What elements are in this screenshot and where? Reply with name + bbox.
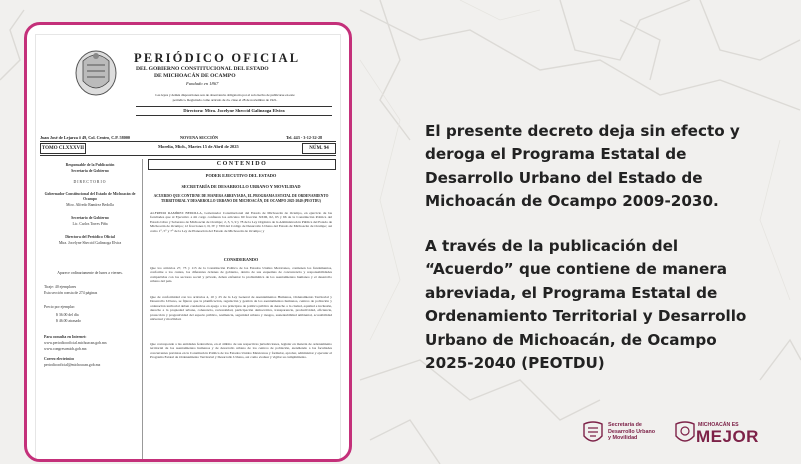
director-line: Directora: Mtra. Jocelyne Sheccid Galinzoga Elvira (183, 108, 285, 113)
secretaria-logo-line-1: Secretaría de (608, 422, 642, 428)
secretaria-logo-line-3: y Movilidad (608, 435, 638, 441)
paragraph-2: Que los artículos 27, 73 y 115 de la Constitución Política de los Estados Unidos Mexicanos, contienen los fundamentos, conforme a los cuales, los diferentes órdenes de gobierno, dentro de sus esquemas de concurrencia y responsabilidades compartidas con los sectores social y privado, deben enfrentar la problemática de los asentamientos humanos y el desarrollo urbano del país. (150, 266, 332, 284)
price-label: Precio por ejemplar: (44, 305, 75, 309)
internet-label: Para consulta en Internet: (44, 335, 87, 339)
phone-text: Tel. 443 - 3-12-32-28 (286, 135, 323, 140)
directorio-label: DIRECTORIO (73, 180, 107, 184)
paragraph-derogation: El presente decreto deja sin efecto y deroga el Programa Estatal de Desarrollo Urbano del Estado de Michoacán de Ocampo 2009-2030. (425, 122, 740, 211)
email-address: periodicooficial@michoacan.gob.mx (44, 363, 101, 367)
responsible-label: Responsable de la Publicación (65, 163, 115, 167)
masthead-title: PERIÓDICO OFICIAL (134, 51, 301, 65)
considerando-heading: CONSIDERANDO (223, 257, 259, 262)
state-crest-icon (582, 420, 604, 446)
paragraph-publication: A través de la publicación del “Acuerdo” que contiene de manera abreviada, el Programa Estatal de Ordenamiento Territorial y Desarrollo Urbano de Michoacán, de Ocampo 2025-2040 (PEOTDU) (425, 237, 747, 373)
governor-title: Gobernador Constitucional del Estado de Michoacán de Ocampo (44, 192, 136, 201)
tomo-box: TOMO CLXXXVII (40, 143, 86, 154)
section-text: NOVENA SECCIÓN (180, 135, 219, 140)
contenido-box: CONTENIDO (148, 159, 336, 170)
footer-logos (580, 416, 780, 456)
mejor-logo-text: MEJOR (696, 427, 759, 446)
price-late: $ 46.00 atrasado (56, 319, 81, 323)
appears-text: Aparece ordinariamente de lunes a viernes. (57, 271, 123, 275)
secretaria-label: Secretaría de Gobierno (71, 169, 109, 173)
issue-row (40, 143, 336, 153)
director-name: Mtra. Jocelyne Sheccid Galinzoga Elvira (58, 241, 122, 245)
directory-sidebar (42, 159, 143, 459)
rule-bottom (40, 155, 336, 156)
url-congreso: www.congresomich.gob.mx (44, 347, 87, 351)
legal-notice: Las leyes y demás disposiciones son de observancia obligatoria por el solo hecho de publicarse en este periódico. Registrado como artículo de 2a. clase el 28 de noviembre de 1921. (155, 93, 295, 102)
paragraph-3: Que de conformidad con los artículos 4, 10 y 25 de la Ley General de Asentamientos Humanos, Ordenamiento Territorial y Desarrollo Urbano, se fijaron que la planificación, regulación y gestión de los asentamientos humanos, centros de población y ordenación territorial deben conducirse en apego a los principios de política pública de derecho a la ciudad, equidad e inclusión, derecho a la propiedad urbana, coherencia, racionalidad, participación democrática, transparencia, productividad, eficiencia, protección y progresividad del espacio público, resiliencia, seguridad urbana y riesgos, sustentabilidad ambiental, accesibilidad universal y movilidad. (150, 295, 332, 322)
paragraph-4: Que corresponde a las entidades federativas, en el ámbito de sus respectivas jurisdicciones, legislar en materia de ordenamiento territorial de los asentamientos humanos y de desarrollo urbano de los centros de población, atendiendo a las facultades concurrentes previstas en la Constitución Política de los Estados Unidos Mexicanos y formular, aprobar, administrar y ejecutar el Programa Estatal de Ordenamiento Territorial y Desarrollo Urbano, así como evaluar y vigilar su cumplimiento. (150, 342, 332, 360)
acuerdo-heading: ACUERDO QUE CONTIENE DE MANERA ABREVIADA, EL PROGRAMA ESTATAL DE ORDENAMIENTO TERRITORIAL Y DESARROLLO URBANO DE MICHOACÁN, DE OCAMPO 2025-2040 (PEOTDU) (153, 194, 329, 203)
address-text: Juan José de Lejarza # 49, Col. Centro, C.P. 58000 (40, 135, 131, 140)
founded-line: Fundado en 1867 (186, 81, 219, 86)
secretary-name: Lic. Carlos Torres Piña (72, 222, 108, 226)
michoacan-es-text: MICHOACÁN ES (698, 422, 739, 428)
masthead-subtitle-1: DEL GOBIERNO CONSTITUCIONAL DEL ESTADO (136, 66, 269, 72)
issue-number-box: NÚM. 94 (302, 143, 336, 154)
content-column (148, 159, 334, 459)
email-label: Correo electrónico (44, 357, 75, 361)
intro-paragraph: ALFREDO RAMÍREZ BEDOLLA, Gobernador Constitucional del Estado de Michoacán de Ocampo, en ejercicio de las facultades que al Ejecutivo a mi cargo confieren los artículos 60 fracción XXIII, 62, 65 y 66 de la Constitución Política del Estado Libre y Soberano de Michoacán de Ocampo; 2, 3, 5, 9 y 78 de la Ley Orgánica de la Administración Pública del Estado de Michoacán de Ocampo; 12 fracciones I, II, IV y VIII del Código de Desarrollo Urbano del Estado de Michoacán de Ocampo; así como 1°, 5° y 7° de la Ley de Planeación del Estado de Michoacán de Ocampo; y (150, 211, 332, 233)
document-frame (24, 22, 352, 462)
michoacan-crest-icon (674, 420, 696, 446)
price-day: $ 36.00 del día (56, 313, 79, 317)
secretaria-heading: SECRETARÍA DE DESARROLLO URBANO Y MOVILIDAD (181, 184, 301, 189)
poder-heading: PODER EJECUTIVO DEL ESTADO (205, 173, 277, 178)
governor-name: Mtro. Alfredo Ramírez Bedolla (66, 203, 114, 207)
secretary-title: Secretario de Gobierno (71, 216, 109, 220)
secretaria-logo-line-2: Desarrollo Urbano (608, 428, 656, 435)
director-title: Directora del Periódico Oficial (65, 235, 115, 239)
url-periodico: www.periodicooficial.michoacan.gob.mx (44, 341, 107, 345)
tiraje-text: Tiraje: 40 ejemplares (44, 285, 77, 289)
issue-date: Morelia, Mich., Martes 15 de Abril de 2025 (158, 144, 239, 149)
masthead-subtitle-2: DE MICHOACÁN DE OCAMPO (154, 73, 236, 79)
pages-text: Esta sección consta de 274 páginas (44, 291, 98, 295)
masthead (36, 35, 340, 135)
secretaria-logo-text (608, 422, 655, 442)
rule-top (40, 141, 336, 142)
director-bar (136, 106, 332, 116)
periodico-oficial-page (36, 35, 340, 462)
state-seal-icon (73, 47, 119, 97)
